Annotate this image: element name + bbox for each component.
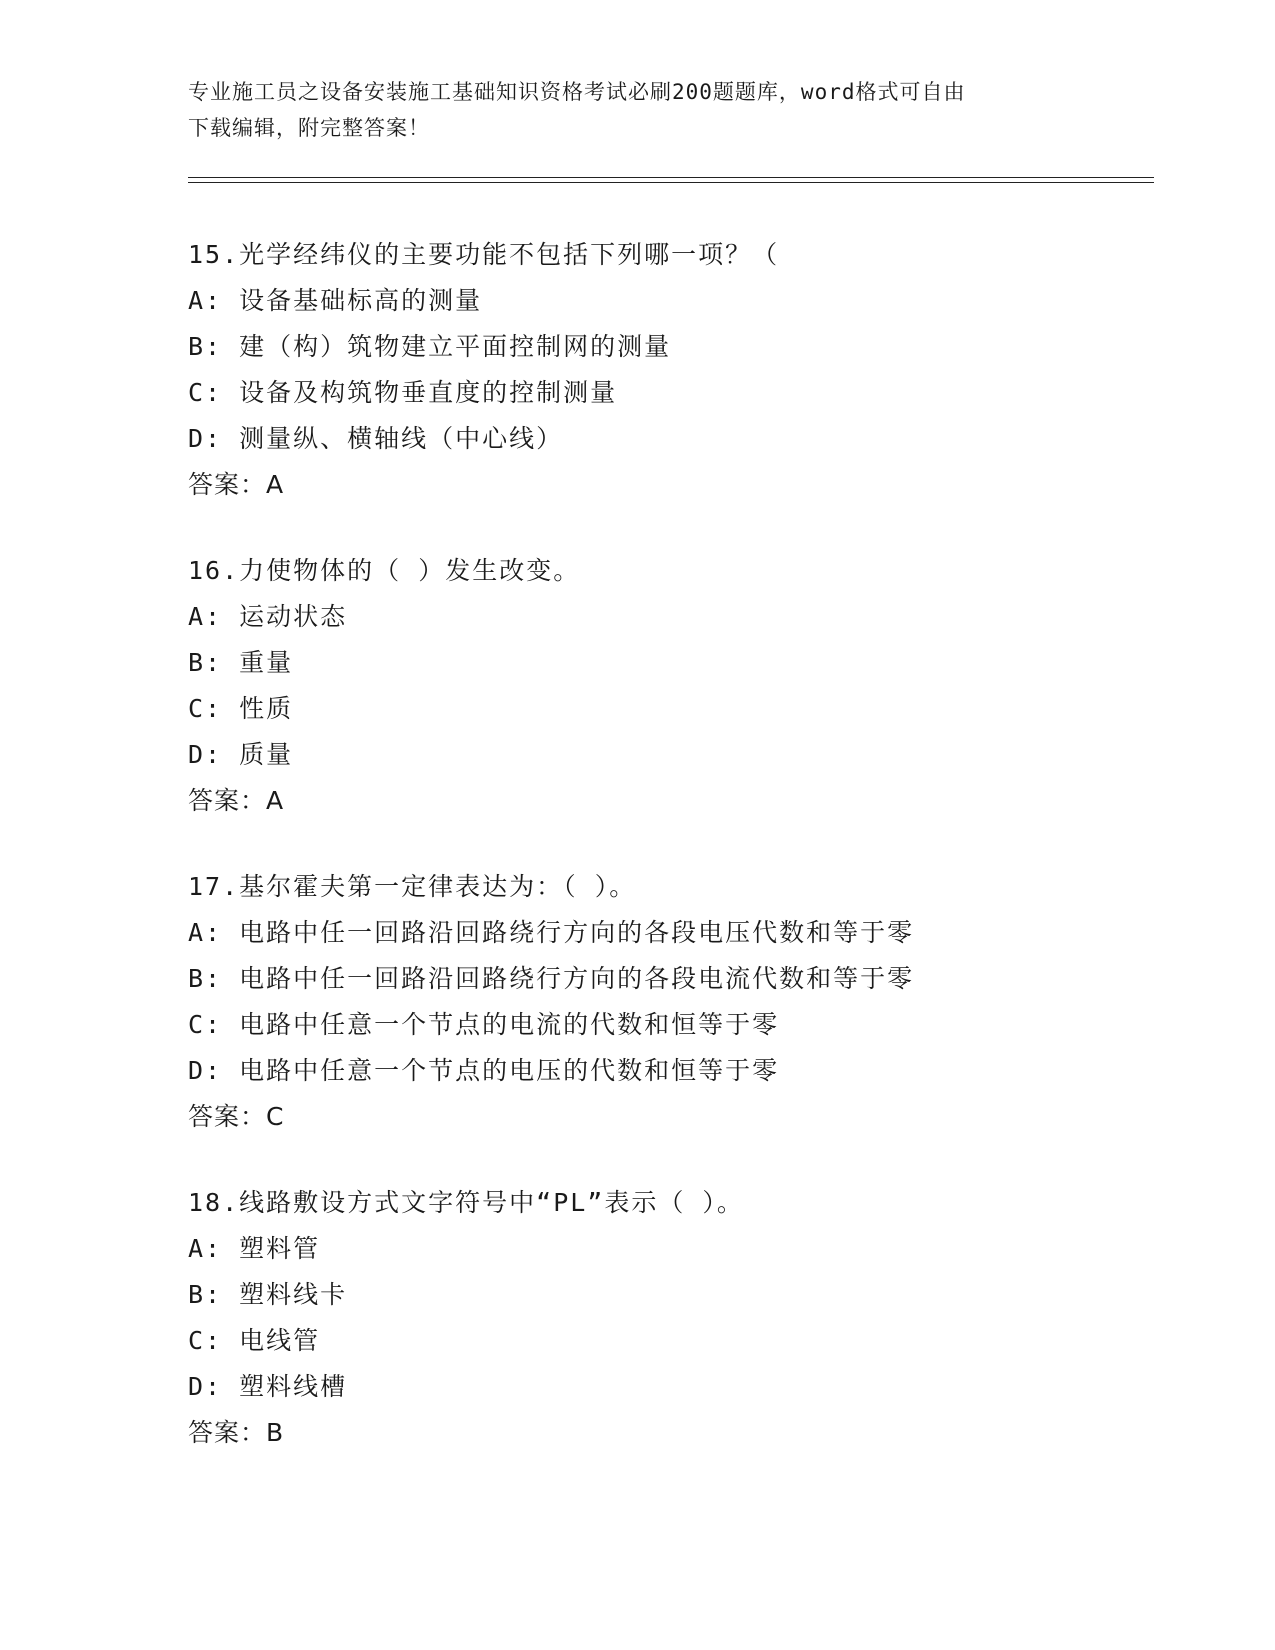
- header-divider-bottom: [188, 182, 1154, 183]
- option-c: C: 性质: [188, 694, 294, 723]
- option-d: D: 电路中任意一个节点的电压的代数和恒等于零: [188, 1056, 780, 1085]
- option-c: C: 设备及构筑物垂直度的控制测量: [188, 378, 618, 407]
- answer: 答案：B: [188, 1418, 285, 1447]
- option-a: A: 设备基础标高的测量: [188, 286, 483, 315]
- answer: 答案：C: [188, 1102, 285, 1131]
- option-c: C: 电线管: [188, 1326, 321, 1355]
- question-16: [188, 548, 1168, 824]
- header-divider-top: [188, 177, 1154, 178]
- question-18: [188, 1180, 1168, 1456]
- option-a: A: 电路中任一回路沿回路绕行方向的各段电压代数和等于零: [188, 918, 915, 947]
- answer: 答案：A: [188, 470, 285, 499]
- question-15: [188, 232, 1168, 508]
- option-c: C: 电路中任意一个节点的电流的代数和恒等于零: [188, 1010, 780, 1039]
- answer: 答案：A: [188, 786, 285, 815]
- question-stem: 18.线路敷设方式文字符号中“PL”表示（ ）。: [188, 1188, 744, 1217]
- option-d: D: 质量: [188, 740, 294, 769]
- question-stem: 16.力使物体的（ ）发生改变。: [188, 556, 581, 585]
- option-a: A: 塑料管: [188, 1234, 321, 1263]
- header-line-2: 下载编辑，附完整答案！: [188, 116, 430, 140]
- option-d: D: 塑料线槽: [188, 1372, 348, 1401]
- question-17: [188, 864, 1168, 1140]
- question-stem: 15.光学经纬仪的主要功能不包括下列哪一项？（: [188, 240, 780, 269]
- option-b: B: 塑料线卡: [188, 1280, 348, 1309]
- option-b: B: 重量: [188, 648, 294, 677]
- option-b: B: 电路中任一回路沿回路绕行方向的各段电流代数和等于零: [188, 964, 915, 993]
- option-b: B: 建（构）筑物建立平面控制网的测量: [188, 332, 672, 361]
- question-stem: 17.基尔霍夫第一定律表达为：（ ）。: [188, 872, 637, 901]
- document-header: [188, 74, 1088, 146]
- option-d: D: 测量纵、横轴线（中心线）: [188, 424, 564, 453]
- option-a: A: 运动状态: [188, 602, 348, 631]
- header-line-1: 专业施工员之设备安装施工基础知识资格考试必刷200题题库，word格式可自由: [188, 80, 966, 104]
